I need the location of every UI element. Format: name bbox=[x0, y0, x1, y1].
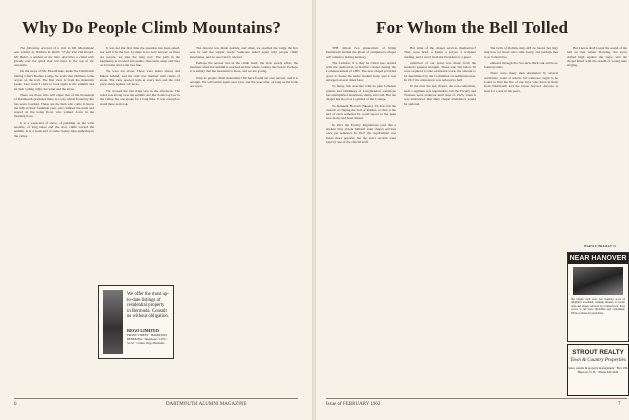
paragraph: On the slope of Mt. Moosilauke, under the Dartmouth Outing Club's Ravine Lodge, lie walls that climbers come across on the trail. The first view is from the mountain peaks. Last week I came to look again at the summit and its dark rolling ridge, the wind and the snow. bbox=[14, 69, 94, 91]
left-headline: Why Do People Climb Mountains? bbox=[22, 18, 282, 37]
right-column-3 bbox=[484, 46, 558, 392]
paragraph: It was not the first time the question has been asked, nor will it be the last. So there is no easy answer; as there are people, we take the long way. The path in the beginning is wooded and gentle, then turns steep and bare as it breaks above the tree line. bbox=[100, 46, 180, 68]
paragraph: There were many men attempted by several renditions, some of whom. Yet someone ought to be found to find the fire of our boys who drew in Pelts from Dartmouth and the forest beyond. Anyone at least for a seat in the pews. bbox=[484, 71, 558, 93]
strout-detail: Sales, rentals & property management · Box 136, Hanover, N. H. · Phone 643-4244 bbox=[568, 366, 628, 374]
paragraph: The bells of Rollins may still be heard, but they ring now for those who come freely, and perhaps that is as it should be. bbox=[484, 46, 558, 59]
left-column-2 bbox=[100, 46, 180, 280]
paragraph: In 1921 the Faculty Regulations read that a student may absent himself from chapel services once per semester. In 1927 the requirement was made more popular, but the exact records were kept by one of the official staff. bbox=[326, 122, 396, 144]
paragraph: It is a week-end of snow, of paddling on the wide streams, of long hikes and the slow climb toward the summit. It is a week-end of some twenty men gathering in the valley. bbox=[14, 120, 94, 138]
ad-photo bbox=[103, 290, 123, 354]
intro-paragraph: The following account of a visit to Mt. Moosilauke was written by William R. Balch '57 for The Dartmouth. Mr. Balch, a student at the time, describes a climb with friends and the spirit that led them to the top of the mountain. bbox=[14, 46, 94, 68]
left-column-3 bbox=[190, 46, 298, 392]
paragraph: To Kenneth Howard (Skeets) '19, has fell the custom of ringing the bell of Rollins, so that at the end of each semester he could report to the dean how many had been absent. bbox=[326, 103, 396, 121]
left-column-1 bbox=[14, 46, 94, 392]
paragraph: To many, this structure with its pink Lebanon granite and trimmings of Longmeadow sandstone has exemplified dreariness, damp and cold. But the chapel has stood as a symbol of the College. bbox=[326, 84, 396, 102]
right-column-4 bbox=[567, 46, 627, 242]
paragraph: But I never shall forget the sound of the bell on that winter morning, the snow drifted high against the steps, and the chapel filled with the breath of young men singing. bbox=[567, 46, 627, 68]
strout-realty-advertisement bbox=[567, 344, 629, 396]
paragraph: unheard through the two-inch-thick oak and iron-bound portals. bbox=[484, 60, 558, 70]
ad-company: REGO LIMITED bbox=[127, 328, 159, 333]
paragraph: But what of the chapel services themselves? They were brief, a hymn, a prayer, a scripture reading, and a word from the President or a guest. bbox=[404, 46, 476, 59]
right-column-2 bbox=[404, 46, 476, 392]
author-signature: HAROLD BRAMAN '21 bbox=[584, 244, 617, 248]
paragraph: THE almost two generations of living Dartmouth alumni the ghost of compulsory chapel will remain a lasting memory. bbox=[326, 46, 396, 59]
issue-date-footer: Issue of FEBRUARY 1962 bbox=[326, 402, 381, 407]
paragraph: We crossed the last ridge late in the afternoon. The wind was strong over the summit and the clouds lay low in the valley. No one spoke for a long time. It was enough to stand there and look. bbox=[100, 88, 180, 106]
hanover-ad-text: Ski Chalet with over two hundred acres of delightful woodland, walking distance to scenic trails and slopes, serviced by a heated pool. Easy access to ski tows. Beautiful and convenient. Write or phone for particulars. bbox=[571, 298, 625, 315]
ad-address: FRONT STREET · HAMILTON, BERMUDA · Telephone: 1-0711 · 52-52 · Cables: Rego Bermuda bbox=[127, 333, 169, 345]
near-hanover-advertisement bbox=[567, 252, 629, 342]
footer-rule bbox=[14, 398, 298, 399]
paragraph: Perhaps the answer lies in the climb itself, the slow steady effort, the moment when the summit is reached and the whole country lies below. Perhaps it is simply that the mountain is there, and we are young. bbox=[190, 60, 298, 74]
rego-advertisement bbox=[98, 285, 174, 359]
right-column-1 bbox=[326, 46, 396, 392]
paragraph: reduction of our point was made from the student's general strength. Those who fell below 50 were required to take additional work, the amount to be determined by the Committee on Administration. In 1917 the attendance was reduced to half. bbox=[404, 60, 476, 83]
paragraph: We were not alone. There were skiers ahead, and hikers behind, and the trail was marked with cairns of stone. The view opened wide at every turn and the cold grew sharp against our faces. bbox=[100, 69, 180, 87]
paragraph: There are those who will argue that of the thousands of Dartmouth graduates there is a way which fraternity life has never touched. These are the men who came to know the hills in their freshman year, who climbed the trails and stayed on the lodge floor, who walked down in the morning frost. bbox=[14, 92, 94, 119]
footer-rule bbox=[326, 398, 627, 399]
strout-name: STROUT REALTY bbox=[572, 349, 624, 356]
paragraph: The descent was made quickly, and when we reached the lodge the fire was lit and the supper ready. Someone asked again why people climb mountains, and no one tried to answer. bbox=[190, 46, 298, 59]
right-headline: For Whom the Bell Tolled bbox=[376, 18, 569, 37]
right-page-number: 7 bbox=[618, 402, 621, 407]
left-page-number: 6 bbox=[14, 402, 17, 407]
magazine-title-footer: DARTMOUTH ALUMNI MAGAZINE bbox=[166, 402, 247, 407]
left-page bbox=[0, 0, 312, 420]
paragraph: In the end, the last chapel, the non-conformist, such a regimen was unpalatable, but the Faculty and Trustees were obdurate until June of 1925, when it was announced that daily chapel attendance would be optional. bbox=[404, 84, 476, 106]
chalet-photo bbox=[573, 267, 623, 295]
paragraph: Why do people climb mountains? We have found our own answer, and it is enough. We will return again next year, and the year after, as long as the trails are open. bbox=[190, 75, 298, 89]
paragraph: The tradition, if it may be called one, started with the dedication of Rollins Chapel during the Commencement of 1885. The new chapel provided space to house the entire student body, and it was enlarged several times later. bbox=[326, 60, 396, 83]
hanover-ad-title: NEAR HANOVER bbox=[569, 255, 627, 262]
strout-tagline: Town & Country Properties bbox=[570, 358, 626, 363]
ad-tagline: We offer the most up-to-date listings of residential property in Bermuda. Consult us without obligation. bbox=[127, 292, 169, 320]
